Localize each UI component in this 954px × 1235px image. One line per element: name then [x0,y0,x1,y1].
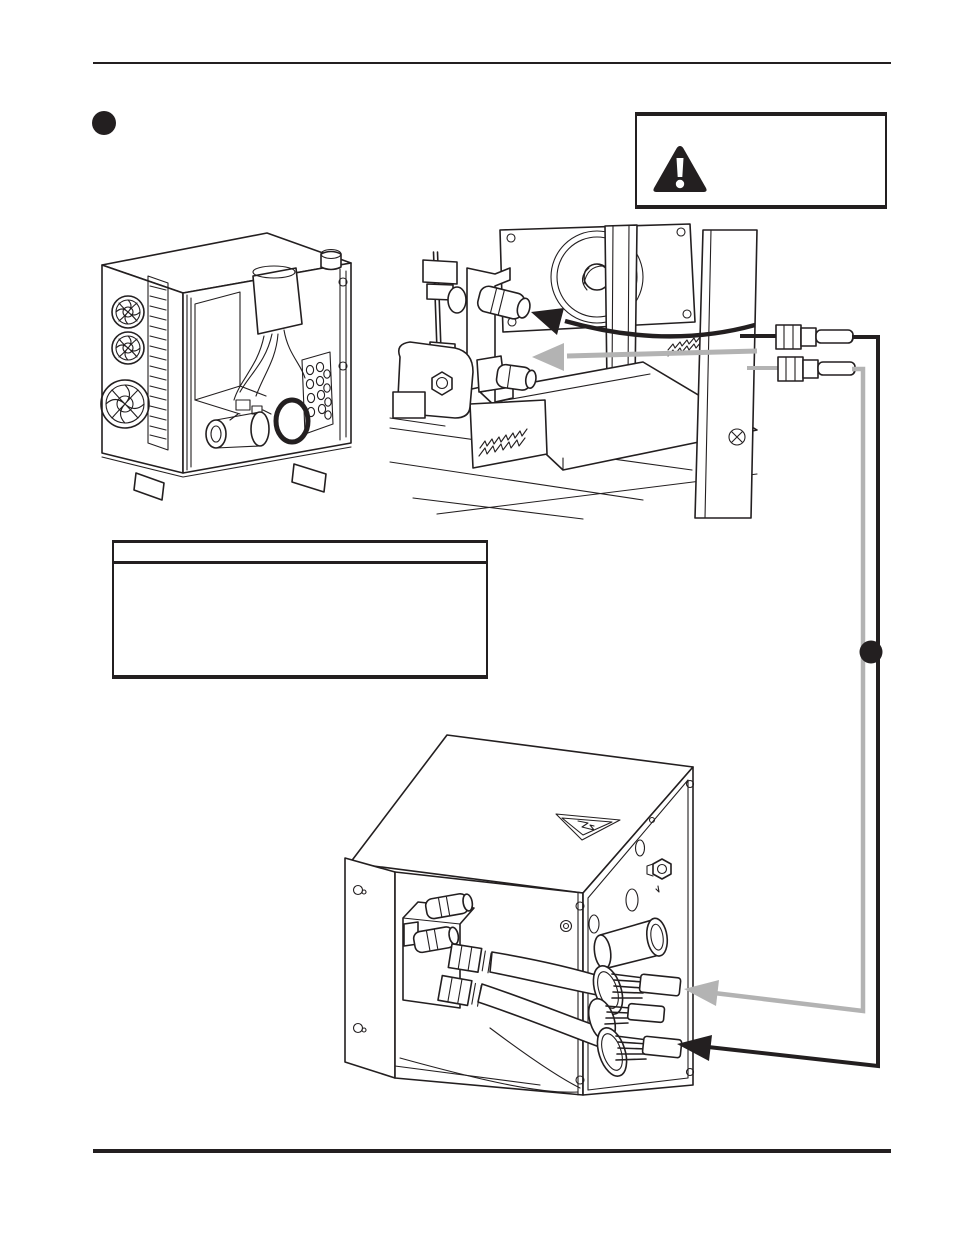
warning-box [635,112,887,209]
bottom-rule [93,1149,891,1153]
figure-connection-box [340,728,765,1113]
supply-hose-fitting-black [740,325,853,349]
warning-triangle-icon [651,144,709,196]
fan [500,224,695,332]
step-bullet-icon [860,641,883,664]
figure-cabinet-cutaway [88,224,388,509]
note-box-body [114,564,486,674]
hex-bolt-icon [432,372,452,395]
figure-fitting-closeup [385,222,865,527]
supply-hose-fitting-gray [747,357,855,381]
step-bullet-icon [92,111,116,135]
fill-cap [321,250,341,270]
note-box-header [114,543,486,564]
coolant-fitting-lower [477,356,537,392]
note-box [112,540,488,679]
top-rule [93,62,891,64]
